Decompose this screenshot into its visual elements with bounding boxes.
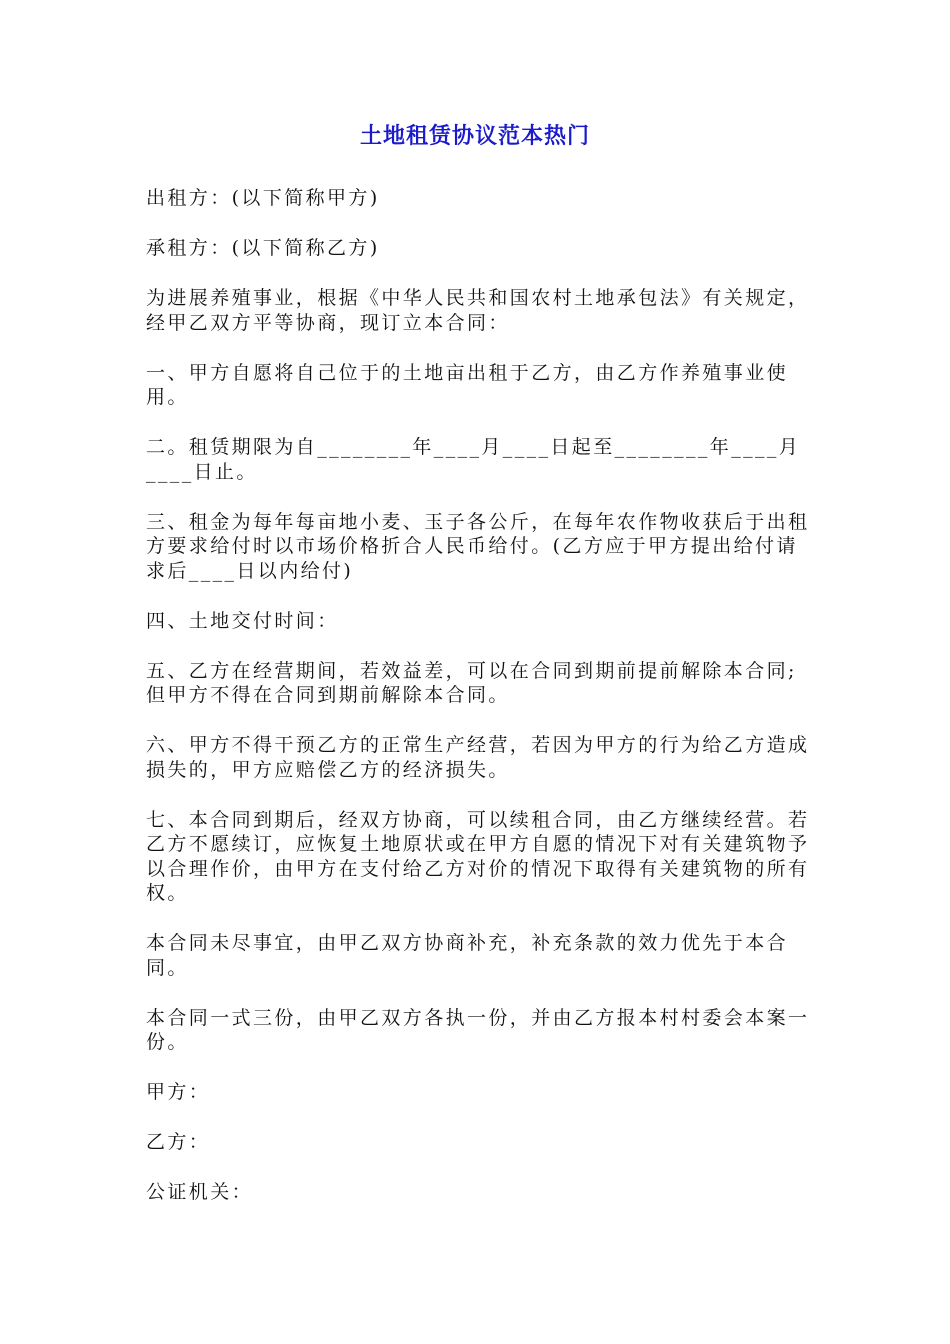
signature-notary: 公证机关： — [146, 1181, 254, 1203]
paragraph-lessee: 承租方：(以下简称乙方) — [146, 237, 380, 259]
paragraph-clause-3: 三、租金为每年每亩地小麦、玉子各公斤，在每年农作物收获后于出租方要求给付时以市场价格折合人民币给付。(乙方应于甲方提出给付请求后____日以内给付) — [146, 510, 810, 582]
paragraph-clause-6: 六、甲方不得干预乙方的正常生产经营，若因为甲方的行为给乙方造成损失的，甲方应赔偿乙方的经济损失。 — [146, 734, 810, 781]
paragraph-supplement: 本合同未尽事宜，由甲乙双方协商补充，补充条款的效力优先于本合同。 — [146, 932, 789, 979]
paragraph-preamble: 为进展养殖事业，根据《中华人民共和国农村土地承包法》有关规定，经甲乙双方平等协商，现订立本合同： — [146, 287, 810, 334]
signature-party-b: 乙方： — [146, 1131, 211, 1153]
paragraph-lessor: 出租方：(以下简称甲方) — [146, 187, 380, 209]
paragraph-clause-7: 七、本合同到期后，经双方协商，可以续租合同，由乙方继续经营。若乙方不愿续订，应恢复土地原状或在甲方自愿的情况下对有关建筑物予以合理作价，由甲方在支付给乙方对价的情况下取得有关建筑物的所有权。 — [146, 808, 810, 904]
document-title: 土地租赁协议范本热门 — [359, 124, 590, 149]
paragraph-clause-4: 四、土地交付时间： — [146, 609, 339, 632]
paragraph-clause-2: 二。租赁期限为自________年____月____日起至________年____月____日止。 — [146, 436, 801, 483]
paragraph-clause-5: 五、乙方在经营期间，若效益差，可以在合同到期前提前解除本合同;但甲方不得在合同到期前解除本合同。 — [146, 659, 797, 706]
signature-party-a: 甲方： — [146, 1081, 211, 1103]
paragraph-copies: 本合同一式三份，由甲乙双方各执一份，并由乙方报本村村委会本案一份。 — [146, 1006, 810, 1053]
document-body — [146, 186, 811, 1230]
paragraph-clause-1: 一、甲方自愿将自己位于的土地亩出租于乙方，由乙方作养殖事业使用。 — [146, 361, 789, 408]
